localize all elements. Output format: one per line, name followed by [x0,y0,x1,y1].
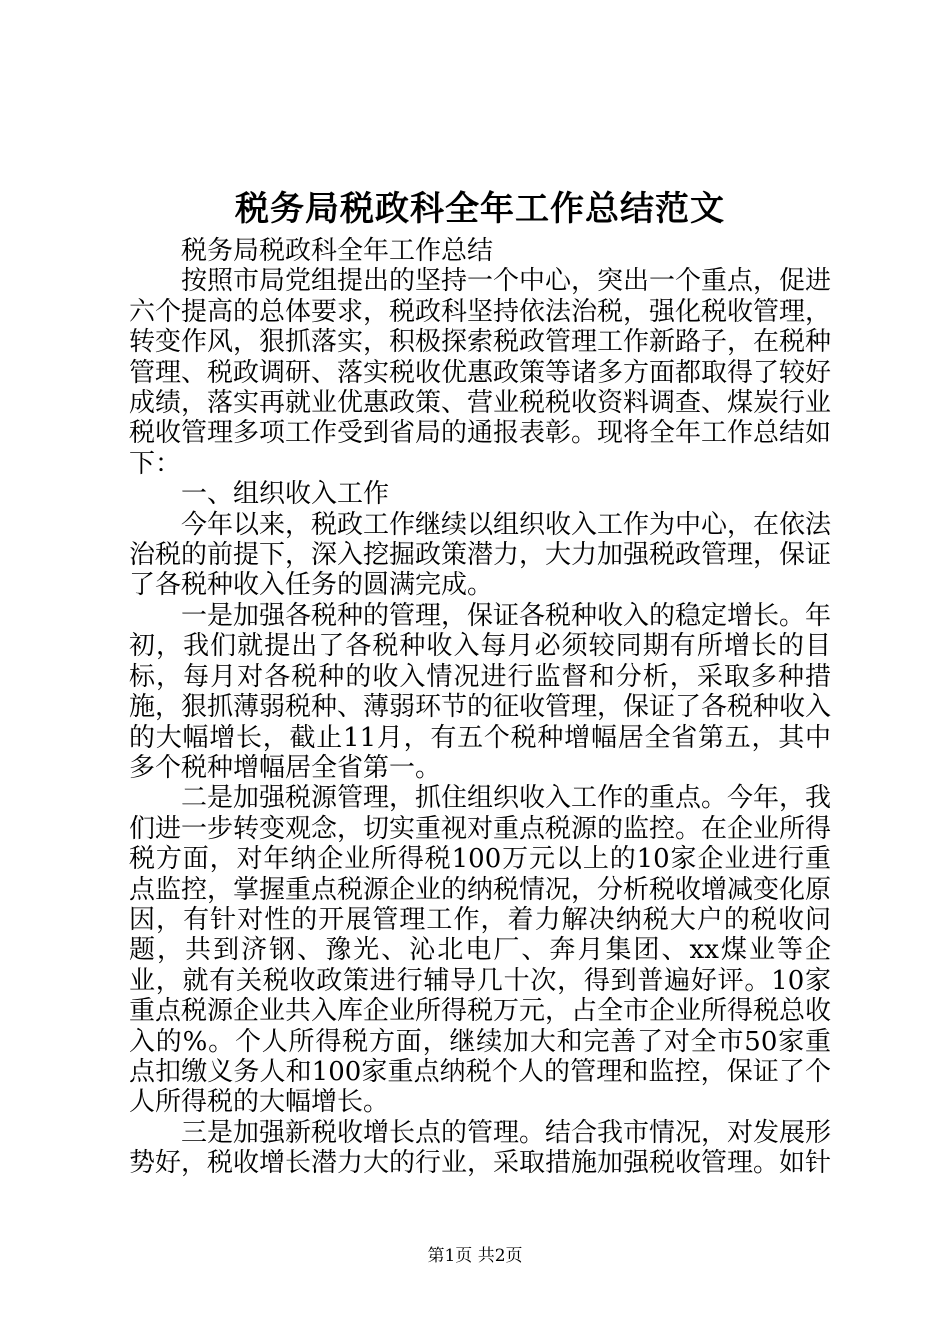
body-paragraph: 今年以来，税政工作继续以组织收入工作为中心，在依法治税的前提下，深入挖掘政策潜力，大力加强税政管理，保证了各税种收入任务的圆满完成。 [129,509,832,601]
subtitle-paragraph: 税务局税政科全年工作总结 [181,236,494,266]
section-heading: 一、组织收入工作 [181,479,390,510]
intro-paragraph: 按照市局党组提出的坚持一个中心，突出一个重点，促进六个提高的总体要求，税政科坚持依法治税，强化税收管理，转变作风，狠抓落实，积极探索税政管理工作新路子，在税种管理、税政调研、落实税收优惠政策等诸多方面都取得了较好成绩，落实再就业优惠政策、营业税税收资料调查、煤炭行业税收管理多项工作受到省局的通报表彰。现将全年工作总结如下： [129,266,832,479]
body-paragraph: 二是加强税源管理，抓住组织收入工作的重点。今年，我们进一步转变观念，切实重视对重点税源的监控。在企业所得税方面，对年纳企业所得税100万元以上的10家企业进行重点监控，掌握重点税源企业的纳税情况，分析税收增减变化原因，有针对性的开展管理工作，着力解决纳税大户的税收问题，共到济钢、豫光、沁北电厂、奔月集团、xx煤业等企业，就有关税收政策进行辅导几十次，得到普遍好评。10家重点税源企业共入库企业所得税万元，占全市企业所得税总收入的%。个人所得税方面，继续加大和完善了对全市50家重点扣缴义务人和100家重点纳税个人的管理和监控，保证了个人所得税的大幅增长。 [129,783,832,1118]
document-body [129,236,831,1179]
document-title: 税务局税政科全年工作总结范文 [235,189,725,229]
body-paragraph: 一是加强各税种的管理，保证各税种收入的稳定增长。年初，我们就提出了各税种收入每月必须较同期有所增长的目标，每月对各税种的收入情况进行监督和分析，采取多种措施，狠抓薄弱税种、薄弱环节的征收管理，保证了各税种收入的大幅增长，截止11月，有五个税种增幅居全省第五，其中多个税种增幅居全省第一。 [129,600,832,783]
body-paragraph: 三是加强新税收增长点的管理。结合我市情况，对发展形势好，税收增长潜力大的行业，采取措施加强税收管理。如针 [129,1117,832,1179]
page-number-footer: 第1页 共2页 [427,1246,523,1266]
